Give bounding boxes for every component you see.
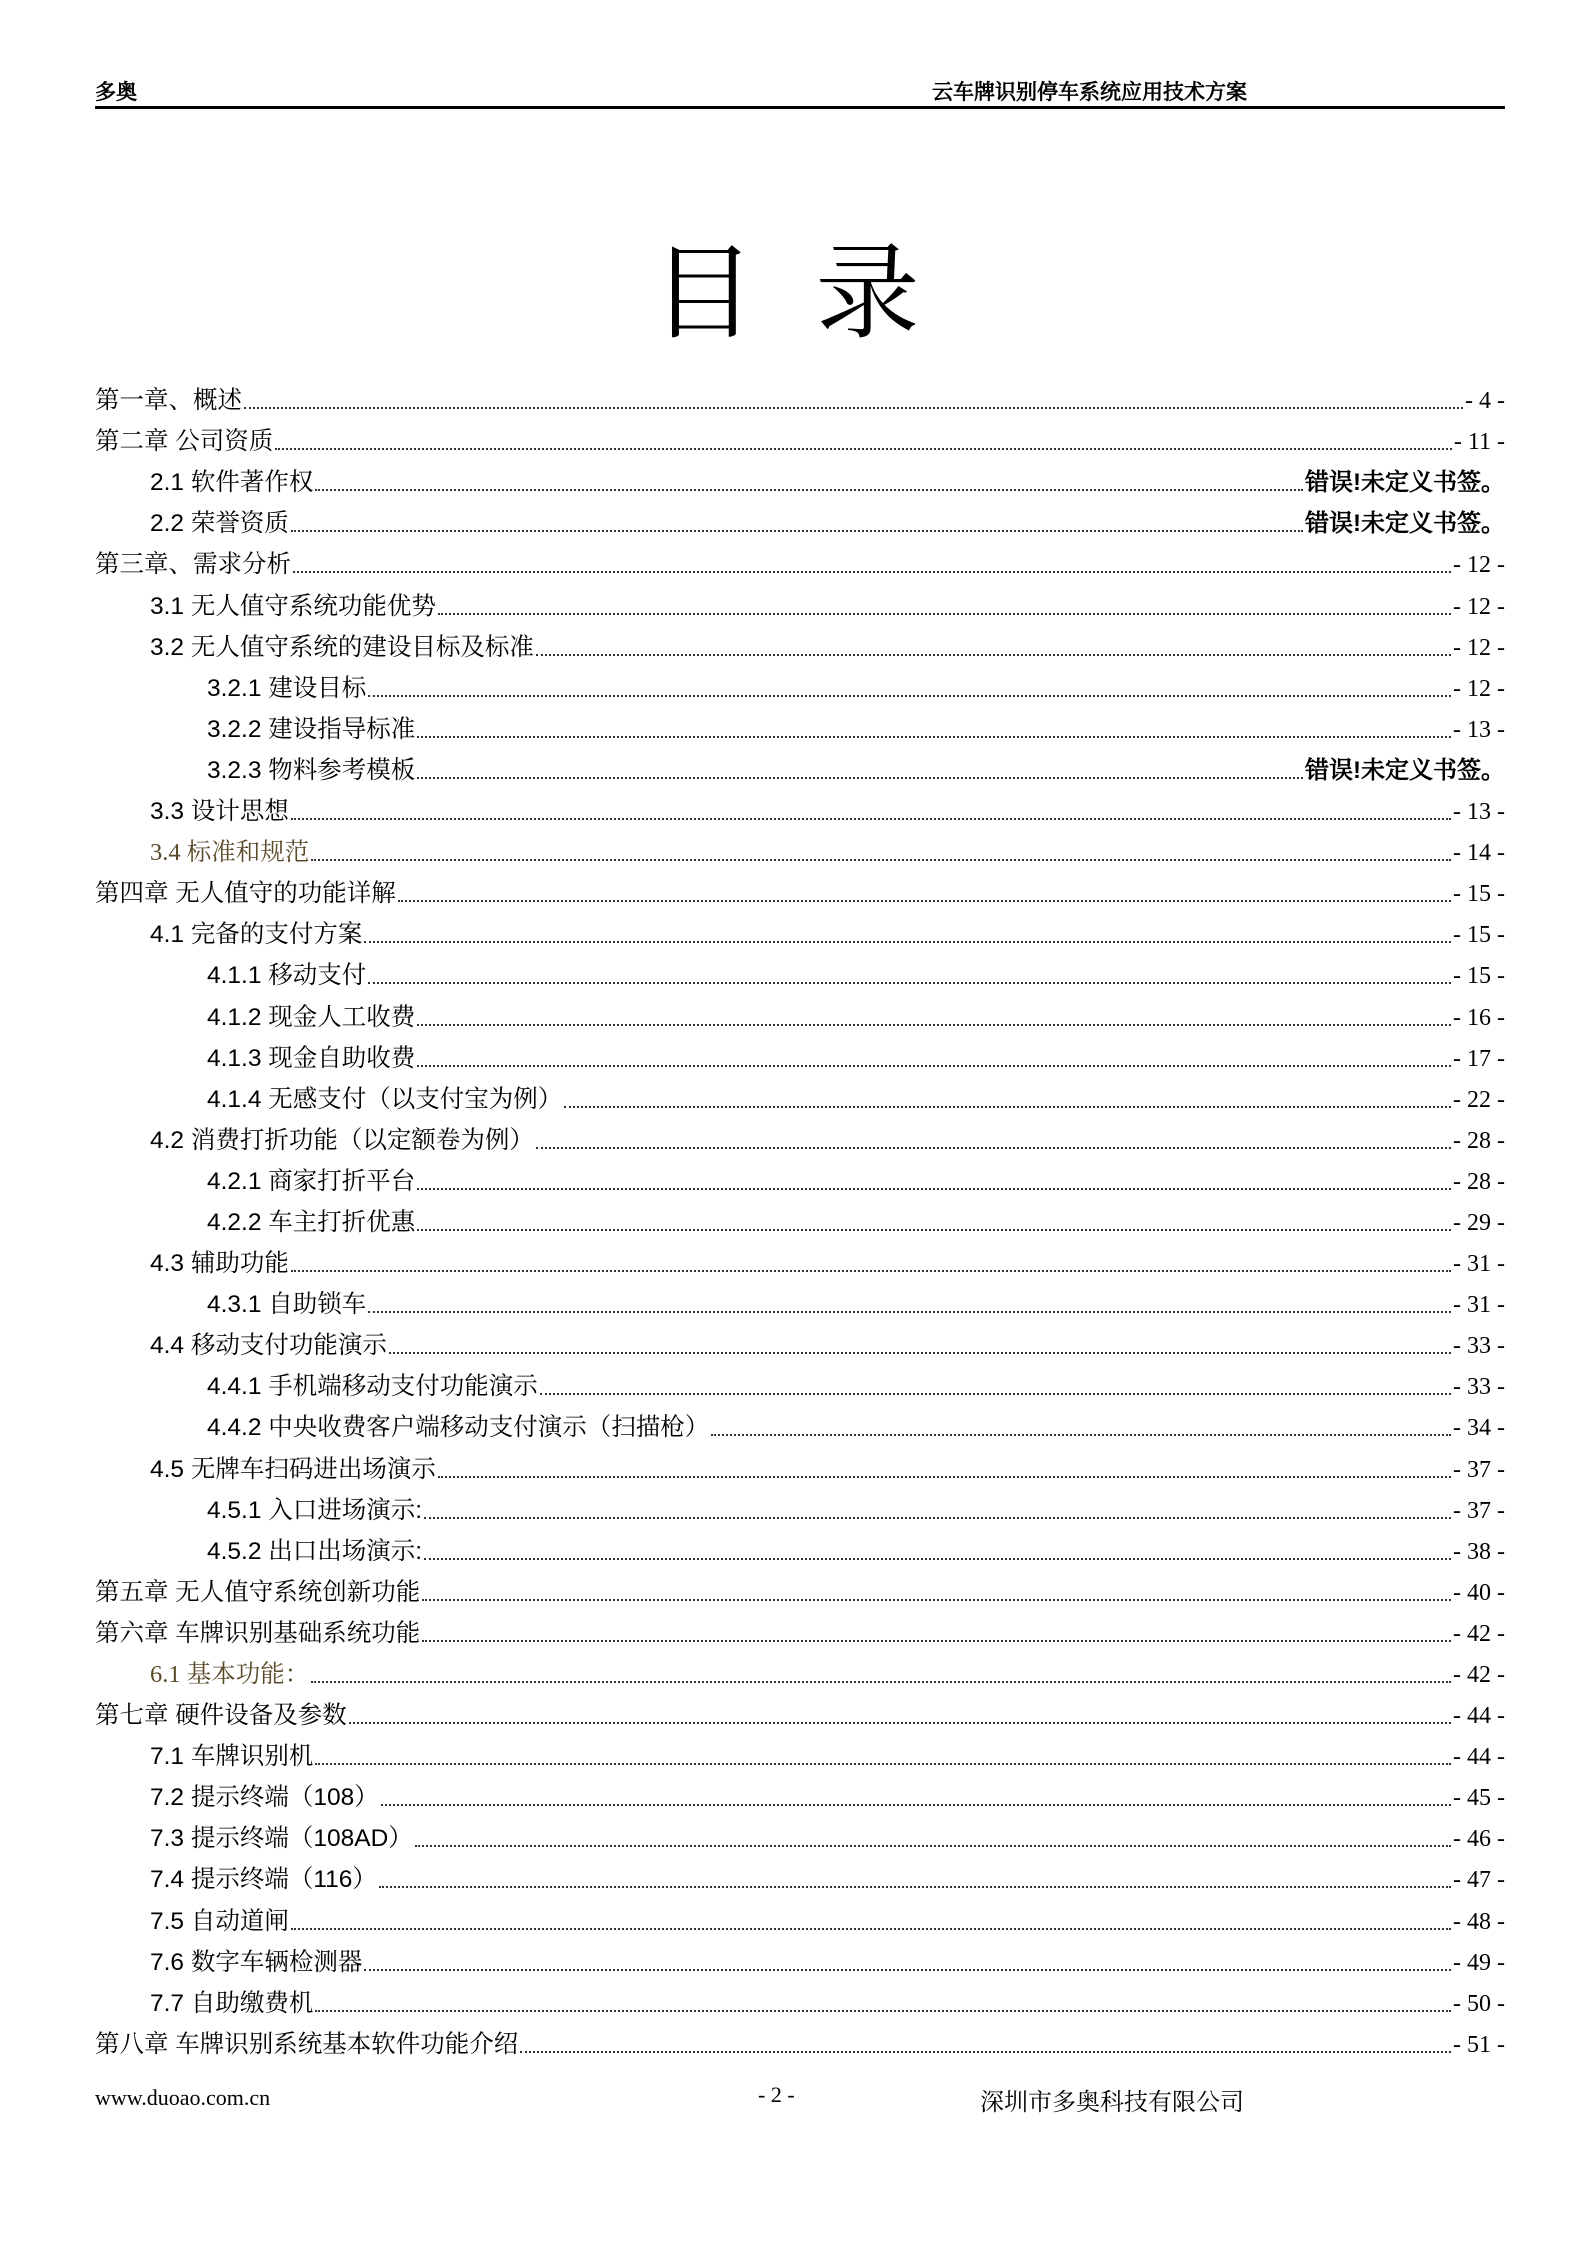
toc-entry-page: - 37 -: [1453, 1497, 1505, 1524]
toc-entry-page: - 28 -: [1453, 1127, 1505, 1154]
toc-entry-error: 错误!未定义书签。: [1305, 469, 1505, 497]
toc-entry-label: 3.2.2 建设指导标准: [207, 715, 416, 743]
toc-entry-label: 第七章 硬件设备及参数: [95, 1702, 347, 1730]
toc-dot-leader: [424, 1517, 1451, 1519]
toc-dot-leader: [417, 1229, 1451, 1231]
toc-entry-page: - 12 -: [1453, 675, 1505, 702]
toc-entry-page: - 33 -: [1453, 1333, 1505, 1360]
toc-dot-leader: [536, 1147, 1451, 1149]
toc-entry-page: - 12 -: [1453, 552, 1505, 579]
toc-dot-leader: [311, 859, 1451, 861]
toc-entry-label: 7.4 提示终端（116）: [150, 1866, 377, 1894]
toc-entry-label: 4.1 完备的支付方案: [150, 921, 363, 949]
toc-entry-label: 6.1 基本功能：: [150, 1661, 310, 1688]
toc-entry-page: - 12 -: [1453, 593, 1505, 620]
toc-entry[interactable]: [95, 1854, 1505, 1895]
toc-entry[interactable]: [95, 1567, 1505, 1608]
toc-entry-page: - 38 -: [1453, 1538, 1505, 1565]
toc-entry-label: 4.1.2 现金人工收费: [207, 1003, 416, 1031]
toc-entry-label: 4.1.1 移动支付: [207, 962, 367, 990]
toc-entry-label: 第六章 车牌识别基础系统功能: [95, 1619, 421, 1647]
toc-entry-page: - 14 -: [1453, 840, 1505, 867]
toc-entry-label: 第一章、概述: [95, 387, 242, 415]
toc-entry[interactable]: [95, 704, 1505, 745]
toc-entry-label: 7.6 数字车辆检测器: [150, 1948, 363, 1976]
table-of-contents: [95, 375, 1505, 2060]
toc-entry-label: 4.2 消费打折功能（以定额卷为例）: [150, 1126, 534, 1154]
toc-entry-label: 2.2 荣誉资质: [150, 510, 289, 538]
toc-entry-label: 3.4 标准和规范: [150, 839, 310, 867]
toc-entry-page: - 48 -: [1453, 1908, 1505, 1935]
toc-dot-leader: [711, 1434, 1451, 1436]
header-divider: [95, 106, 1505, 109]
toc-entry-label: 4.1.3 现金自助收费: [207, 1044, 416, 1072]
toc-entry-page: - 16 -: [1453, 1004, 1505, 1031]
footer-page-number: - 2 -: [758, 2082, 795, 2107]
header-document-title: 云车牌识别停车系统应用技术方案: [932, 81, 1247, 104]
toc-entry[interactable]: [95, 868, 1505, 909]
toc-dot-leader: [381, 1804, 1451, 1806]
toc-entry[interactable]: [95, 416, 1505, 457]
toc-entry[interactable]: [95, 786, 1505, 827]
toc-entry[interactable]: [95, 1690, 1505, 1731]
toc-entry[interactable]: [95, 1608, 1505, 1649]
toc-entry-page: - 44 -: [1453, 1744, 1505, 1771]
toc-entry[interactable]: [95, 1649, 1505, 1690]
toc-entry-label: 4.5.1 入口进场演示:: [207, 1496, 423, 1524]
toc-entry[interactable]: [95, 1937, 1505, 1978]
toc-entry-label: 4.4 移动支付功能演示: [150, 1332, 387, 1360]
header-company-name: 多奥: [95, 81, 137, 104]
toc-dot-leader: [291, 530, 1303, 532]
toc-entry-label: 4.4.1 手机端移动支付功能演示: [207, 1373, 538, 1401]
toc-entry[interactable]: [95, 539, 1505, 580]
toc-title: 目录: [651, 232, 980, 354]
toc-entry-label: 第八章 车牌识别系统基本软件功能介绍: [95, 2030, 519, 2058]
toc-entry-page: - 49 -: [1453, 1949, 1505, 1976]
toc-dot-leader: [520, 2051, 1451, 2053]
toc-entry-page: - 37 -: [1453, 1456, 1505, 1483]
toc-entry[interactable]: [95, 991, 1505, 1032]
toc-entry[interactable]: [95, 1361, 1505, 1402]
toc-entry[interactable]: [95, 1485, 1505, 1526]
toc-entry-label: 7.3 提示终端（108AD）: [150, 1825, 413, 1853]
toc-entry-label: 7.1 车牌识别机: [150, 1743, 314, 1771]
toc-entry-label: 第三章、需求分析: [95, 551, 291, 579]
toc-entry-label: 4.5 无牌车扫码进出场演示: [150, 1455, 436, 1483]
toc-entry-page: - 4 -: [1465, 388, 1505, 415]
toc-entry-page: - 34 -: [1453, 1415, 1505, 1442]
toc-entry[interactable]: [95, 457, 1505, 498]
toc-entry-page: - 28 -: [1453, 1168, 1505, 1195]
toc-dot-leader: [311, 1681, 1451, 1683]
toc-entry[interactable]: [95, 1772, 1505, 1813]
toc-entry-label: 第四章 无人值守的功能详解: [95, 880, 396, 908]
toc-dot-leader: [291, 818, 1451, 820]
toc-entry-label: 4.2.2 车主打折优惠: [207, 1208, 416, 1236]
toc-entry-page: - 15 -: [1453, 881, 1505, 908]
toc-entry[interactable]: [95, 827, 1505, 868]
toc-entry-label: 7.2 提示终端（108）: [150, 1784, 379, 1812]
toc-dot-leader: [275, 448, 1452, 450]
toc-entry-page: - 31 -: [1453, 1292, 1505, 1319]
toc-dot-leader: [564, 1106, 1451, 1108]
toc-entry-page: - 44 -: [1453, 1703, 1505, 1730]
toc-dot-leader: [368, 982, 1451, 984]
toc-dot-leader: [417, 736, 1451, 738]
toc-entry[interactable]: [95, 1320, 1505, 1361]
toc-entry-label: 4.5.2 出口出场演示:: [207, 1537, 423, 1565]
toc-entry[interactable]: [95, 622, 1505, 663]
toc-entry-label: 4.4.2 中央收费客户端移动支付演示（扫描枪）: [207, 1414, 710, 1442]
toc-entry[interactable]: [95, 950, 1505, 991]
toc-dot-leader: [540, 1393, 1451, 1395]
toc-entry[interactable]: [95, 1238, 1505, 1279]
page-header: [95, 72, 1505, 108]
toc-entry-label: 4.2.1 商家打折平台: [207, 1167, 416, 1195]
toc-entry-page: - 12 -: [1453, 634, 1505, 661]
toc-entry-page: - 40 -: [1453, 1579, 1505, 1606]
toc-entry[interactable]: [95, 745, 1505, 786]
toc-entry-page: - 13 -: [1453, 799, 1505, 826]
toc-dot-leader: [417, 1065, 1451, 1067]
toc-entry-page: - 50 -: [1453, 1990, 1505, 2017]
footer-company: 深圳市多奥科技有限公司: [980, 2088, 1244, 2116]
toc-entry[interactable]: [95, 1978, 1505, 2019]
toc-entry-page: - 42 -: [1453, 1662, 1505, 1688]
toc-entry-label: 3.2.1 建设目标: [207, 674, 367, 702]
toc-dot-leader: [244, 407, 1463, 409]
toc-dot-leader: [398, 900, 1451, 902]
toc-dot-leader: [315, 1763, 1451, 1765]
toc-entry[interactable]: [95, 580, 1505, 621]
toc-entry-page: - 51 -: [1453, 2031, 1505, 2058]
toc-entry-label: 3.1 无人值守系统功能优势: [150, 592, 436, 620]
toc-entry-label: 7.7 自助缴费机: [150, 1989, 314, 2017]
toc-dot-leader: [417, 777, 1303, 779]
toc-dot-leader: [293, 571, 1451, 573]
toc-entry-label: 4.3 辅助功能: [150, 1250, 289, 1278]
toc-entry-label: 3.2 无人值守系统的建设目标及标准: [150, 633, 534, 661]
toc-entry-label: 第五章 无人值守系统创新功能: [95, 1578, 421, 1606]
toc-dot-leader: [389, 1352, 1451, 1354]
toc-entry[interactable]: [95, 375, 1505, 416]
toc-dot-leader: [422, 1599, 1451, 1601]
toc-entry-page: - 42 -: [1453, 1620, 1505, 1647]
toc-entry[interactable]: [95, 1895, 1505, 1936]
toc-dot-leader: [438, 613, 1451, 615]
toc-dot-leader: [315, 489, 1303, 491]
toc-entry-error: 错误!未定义书签。: [1305, 756, 1505, 784]
toc-entry[interactable]: [95, 1033, 1505, 1074]
footer-website: www.duoao.com.cn: [95, 2085, 271, 2110]
toc-dot-leader: [424, 1558, 1451, 1560]
toc-entry-page: - 15 -: [1453, 922, 1505, 949]
toc-entry[interactable]: [95, 909, 1505, 950]
toc-dot-leader: [349, 1722, 1451, 1724]
toc-entry[interactable]: [95, 1074, 1505, 1115]
toc-entry[interactable]: [95, 1402, 1505, 1443]
toc-entry-page: - 13 -: [1453, 716, 1505, 743]
toc-entry[interactable]: [95, 1526, 1505, 1567]
toc-entry-page: - 46 -: [1453, 1826, 1505, 1853]
toc-entry-label: 4.3.1 自助锁车: [207, 1291, 367, 1319]
toc-dot-leader: [368, 1311, 1451, 1313]
toc-entry-page: - 47 -: [1453, 1867, 1505, 1894]
toc-entry[interactable]: [95, 1115, 1505, 1156]
toc-entry[interactable]: [95, 2019, 1505, 2060]
toc-entry-page: - 15 -: [1453, 963, 1505, 990]
toc-entry-page: - 11 -: [1453, 429, 1505, 456]
toc-entry-label: 2.1 软件著作权: [150, 469, 314, 497]
toc-entry[interactable]: [95, 1156, 1505, 1197]
toc-dot-leader: [291, 1270, 1451, 1272]
toc-entry-page: - 22 -: [1453, 1086, 1505, 1113]
toc-entry[interactable]: [95, 1279, 1505, 1320]
toc-dot-leader: [291, 1928, 1451, 1930]
toc-dot-leader: [315, 2010, 1451, 2012]
toc-dot-leader: [422, 1640, 1451, 1642]
toc-entry-label: 7.5 自动道闸: [150, 1907, 289, 1935]
toc-dot-leader: [368, 695, 1451, 697]
toc-entry[interactable]: [95, 1813, 1505, 1854]
toc-dot-leader: [536, 654, 1451, 656]
toc-entry-label: 3.3 设计思想: [150, 798, 289, 826]
toc-entry[interactable]: [95, 663, 1505, 704]
toc-dot-leader: [417, 1024, 1451, 1026]
toc-entry[interactable]: [95, 1443, 1505, 1484]
toc-entry-page: - 17 -: [1453, 1045, 1505, 1072]
toc-dot-leader: [415, 1845, 1451, 1847]
toc-entry[interactable]: [95, 1197, 1505, 1238]
toc-entry[interactable]: [95, 1731, 1505, 1772]
toc-dot-leader: [417, 1188, 1451, 1190]
toc-dot-leader: [438, 1476, 1451, 1478]
toc-entry-error: 错误!未定义书签。: [1305, 510, 1505, 538]
toc-dot-leader: [364, 941, 1451, 943]
toc-entry[interactable]: [95, 498, 1505, 539]
toc-entry-label: 第二章 公司资质: [95, 428, 274, 456]
toc-entry-page: - 29 -: [1453, 1209, 1505, 1236]
toc-dot-leader: [379, 1886, 1451, 1888]
toc-entry-page: - 45 -: [1453, 1785, 1505, 1812]
toc-entry-page: - 33 -: [1453, 1374, 1505, 1401]
toc-dot-leader: [364, 1969, 1451, 1971]
toc-entry-page: - 31 -: [1453, 1251, 1505, 1278]
toc-entry-label: 4.1.4 无感支付（以支付宝为例）: [207, 1085, 563, 1113]
toc-entry-label: 3.2.3 物料参考模板: [207, 756, 416, 784]
